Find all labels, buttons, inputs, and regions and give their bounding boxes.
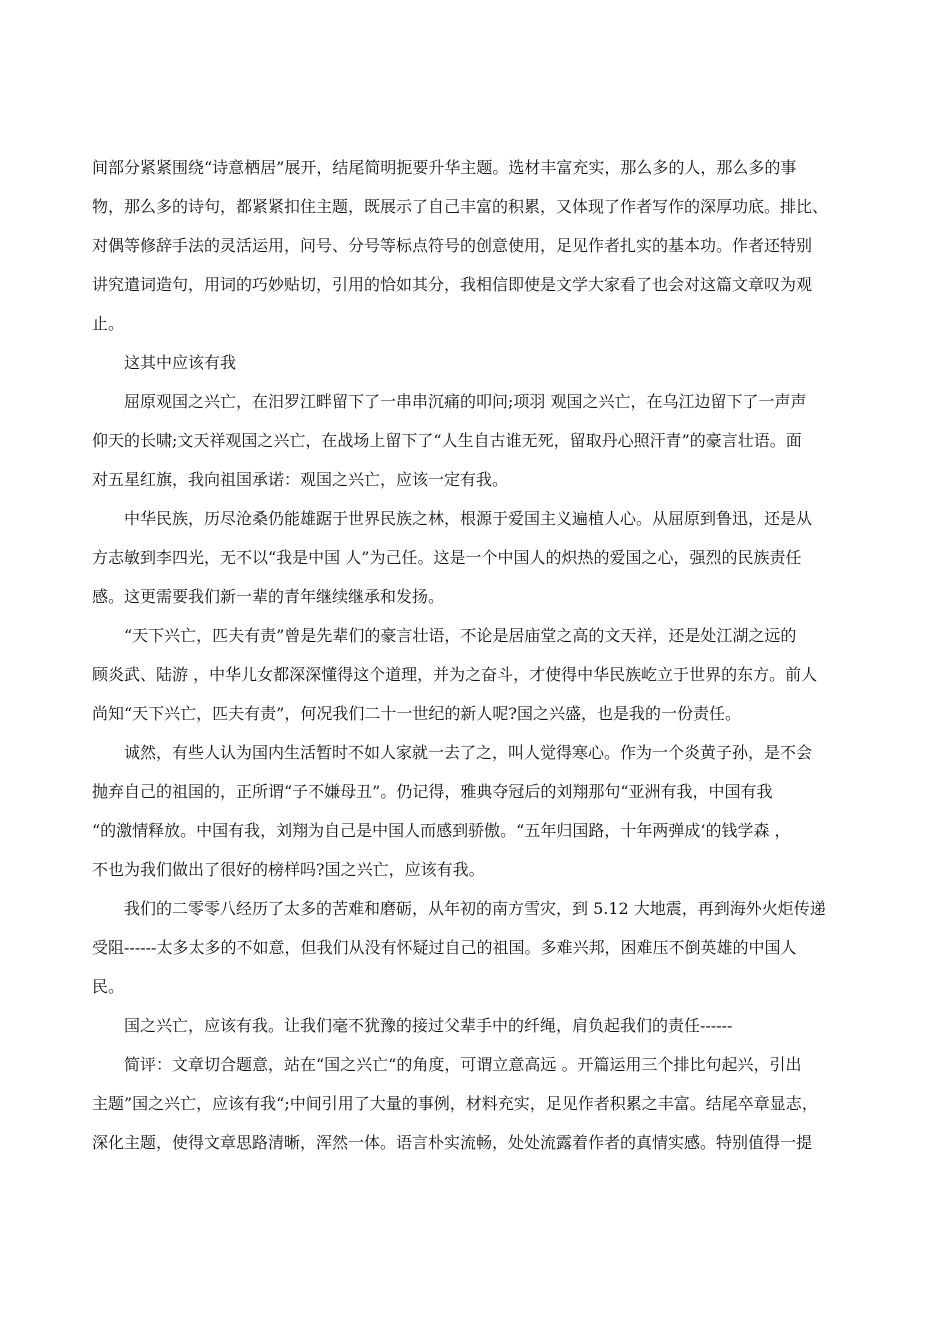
text-line: 中华民族，历尽沧桑仍能雄踞于世界民族之林，根源于爱国主义遍植人心。从屈原到鲁迅，还是从 <box>124 509 813 528</box>
text-line: 诚然，有些人认为国内生活暂时不如人家就一去了之，叫人觉得寒心。作为一个炎黄子孙，是不会 <box>124 743 813 762</box>
text-line: 对五星红旗，我向祖国承诺：观国之兴亡，应该一定有我。 <box>92 470 509 489</box>
text-line: 抛弃自己的祖国的，正所谓“子不嫌母丑”。仍记得，雅典夺冠后的刘翔那句“亚洲有我，中国有我 <box>92 782 773 801</box>
essay-title: 这其中应该有我 <box>124 353 237 372</box>
text-line: 感。这更需要我们新一辈的青年继续继承和发扬。 <box>92 587 445 606</box>
text-line: 顾炎武、陆游 ，中华儿女都深深懂得这个道理，并为之奋斗，才使得中华民族屹立于世界的东方。前人 <box>92 665 818 684</box>
text-line: 屈原观国之兴亡，在汨罗江畔留下了一串串沉痛的叩问;项羽 观国之兴亡，在乌江边留下了一声声 <box>124 392 807 411</box>
text-line: 不也为我们做出了很好的榜样吗?国之兴亡，应该有我。 <box>92 860 485 879</box>
text-line: 间部分紧紧围绕“诗意栖居”展开，结尾简明扼要升华主题。选材丰富充实，那么多的人，那么多的事 <box>92 158 797 177</box>
text-line: 民。 <box>92 977 125 996</box>
text-line: 受阻------太多太多的不如意，但我们从没有怀疑过自己的祖国。多难兴邦，困难压不倒英雄的中国人 <box>92 938 797 957</box>
commentary-line: 深化主题，使得文章思路清晰，浑然一体。语言朴实流畅，处处流露着作者的真情实感。特别值得一提 <box>92 1133 813 1152</box>
text-line: 国之兴亡，应该有我。让我们毫不犹豫的接过父辈手中的纤绳，肩负起我们的责任------ <box>124 1016 733 1035</box>
text-line: 讲究遣词造句，用词的巧妙贴切，引用的恰如其分，我相信即使是文学大家看了也会对这篇文章叹为观 <box>92 275 813 294</box>
text-line: “天下兴亡，匹夫有责”曾是先辈们的豪言壮语，不论是居庙堂之高的文天祥，还是处江湖之远的 <box>124 626 797 645</box>
text-line: 止。 <box>92 314 125 333</box>
text-line: 仰天的长啸;文天祥观国之兴亡，在战场上留下了“人生自古谁无死，留取丹心照汗青”的豪言壮语。面 <box>92 431 802 450</box>
text-line: 对偶等修辞手法的灵活运用，问号、分号等标点符号的创意使用，足见作者扎实的基本功。作者还特别 <box>92 236 813 255</box>
text-line: 物，那么多的诗句，都紧紧扣住主题，既展示了自己丰富的积累，又体现了作者写作的深厚功底。排比、 <box>92 197 829 216</box>
commentary-line: 主题”国之兴亡，应该有我“;中间引用了大量的事例，材料充实，足见作者积累之丰富。结尾卒章显志， <box>92 1094 818 1113</box>
text-line: 我们的二零零八经历了太多的苦难和磨砺，从年初的南方雪灾，到 5.12 大地震，再到海外火炬传递 <box>124 899 826 918</box>
text-line: 方志敏到李四光，无不以“我是中国 人”为己任。这是一个中国人的炽热的爱国之心，强烈的民族责任 <box>92 548 802 567</box>
text-line: “的激情释放。中国有我，刘翔为自己是中国人而感到骄傲。“五年归国路，十年两弹成‘的钱学森 ， <box>92 821 791 840</box>
article-body <box>92 148 882 1162</box>
text-line: 尚知“天下兴亡，匹夫有责”，何况我们二十一世纪的新人呢?国之兴盛，也是我的一份责任。 <box>92 704 741 723</box>
commentary-line: 简评：文章切合题意，站在“国之兴亡“的角度，可谓立意高远 。开篇运用三个排比句起兴，引出 <box>124 1055 802 1074</box>
